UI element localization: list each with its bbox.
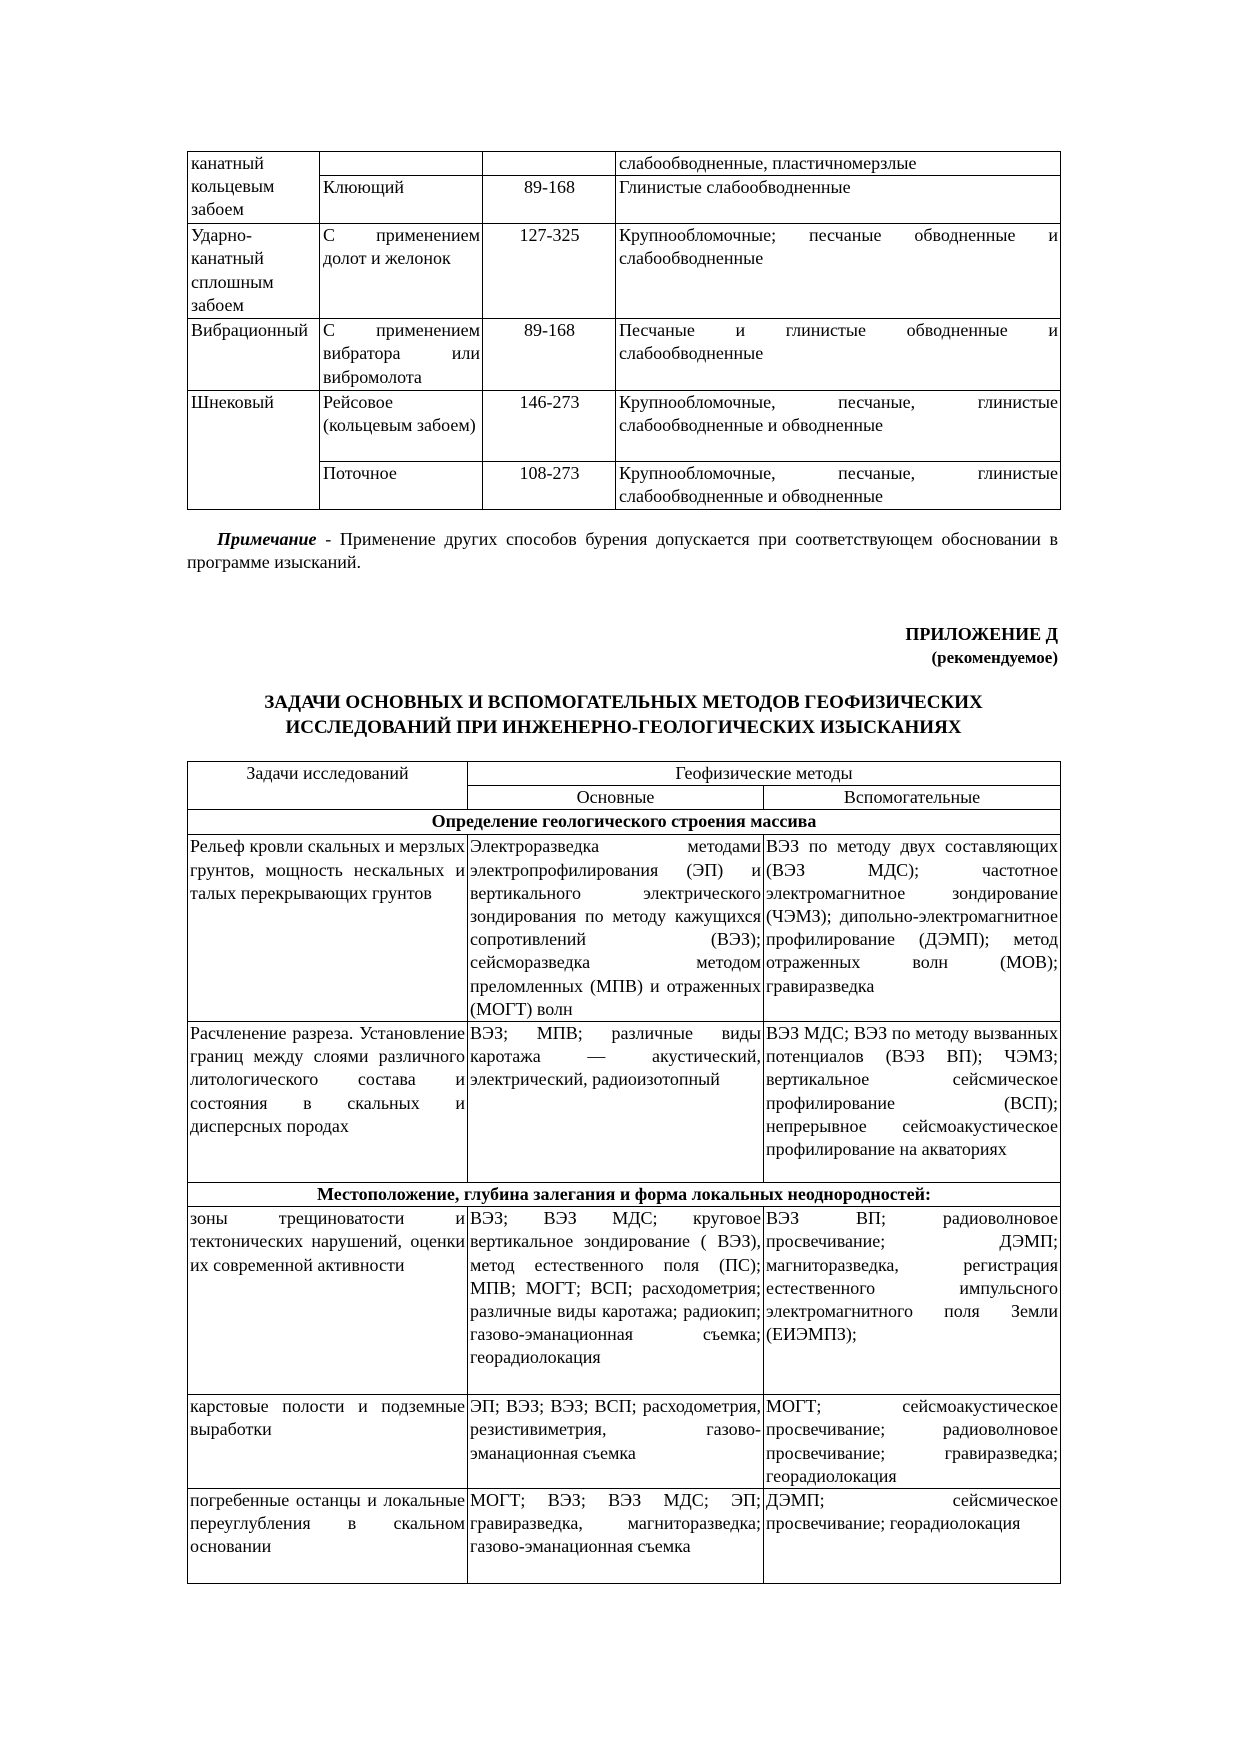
appendix-subtitle: (рекомендуемое) — [931, 648, 1058, 667]
soils-cell: Крупнообломочные; песчаные обводненные и слабообводненные — [616, 224, 1061, 319]
note-paragraph — [187, 528, 1058, 574]
main-method-cell: МОГТ; ВЭЗ; ВЭЗ МДС; ЭП; гравиразведка, магниторазведка; газово-эманационная съемка — [468, 1489, 764, 1584]
diameter-cell: 146-273 — [483, 391, 616, 462]
appendix-heading — [905, 622, 1058, 670]
variant-cell: С применением долот и желонок — [320, 224, 483, 319]
title-line-2: ИССЛЕДОВАНИЙ ПРИ ИНЖЕНЕРНО-ГЕОЛОГИЧЕСКИХ ИЗЫСКАНИЯХ — [285, 717, 962, 738]
method-cell: Ударно-канатный сплошным забоем — [188, 224, 320, 319]
task-cell: Рельеф кровли скальных и мерзлых грунтов, мощность нескальных и талых перекрывающих грунтов — [188, 835, 468, 1022]
variant-cell — [320, 152, 483, 176]
header-row — [188, 762, 1061, 786]
table-row — [188, 1395, 1061, 1489]
task-cell: Расчленение разреза. Установление границ между слоями различного литологического состава и состояния в скальных и дисперсных породах — [188, 1022, 468, 1183]
soils-cell: слабообводненные, пластичномерзлые — [616, 152, 1061, 176]
soils-cell: Песчаные и глинистые обводненные и слабообводненные — [616, 319, 1061, 391]
method-cell: канатный кольцевым забоем — [188, 152, 320, 224]
document-title — [187, 690, 1060, 740]
soils-cell: Крупнообломочные, песчаные, глинистые слабообводненные и обводненные — [616, 462, 1061, 509]
auxiliary-method-cell: МОГТ; сейсмоакустическое просвечивание; радиоволновое просвечивание; гравиразведка; георадиолокация — [764, 1395, 1061, 1489]
diameter-cell: 127-325 — [483, 224, 616, 319]
diameter-cell: 108-273 — [483, 462, 616, 509]
main-method-cell: ВЭЗ; МПВ; различные виды каротажа — акустический, электрический, радиоизотопный — [468, 1022, 764, 1183]
section-title: Определение геологического строения массива — [188, 810, 1061, 835]
main-method-cell: ВЭЗ; ВЭЗ МДС; круговое вертикальное зондирование ( ВЭЗ), метод естественного поля (ПС); МПВ; МОГТ; ВСП; расходометрия; различные виды каротажа; радиокип; газово-эманационная съемка; георадиолокация — [468, 1207, 764, 1395]
variant-cell: С применением вибратора или вибромолота — [320, 319, 483, 391]
section-row — [188, 1183, 1061, 1207]
diameter-cell — [483, 152, 616, 176]
diameter-cell: 89-168 — [483, 319, 616, 391]
main-method-cell: Электроразведка методами электропрофилирования (ЭП) и вертикального электрического зондирования по методу кажущихся сопротивлений (ВЭЗ); сейсморазведка методом преломленных (МПВ) и отраженных (МОГТ) волн — [468, 835, 764, 1022]
variant-cell: Рейсовое (кольцевым забоем) — [320, 391, 483, 462]
task-cell: зоны трещиноватости и тектонических нарушений, оценки их современной активности — [188, 1207, 468, 1395]
section-title: Местоположение, глубина залегания и форма локальных неоднородностей: — [188, 1183, 1061, 1207]
method-cell: Шнековый — [188, 391, 320, 509]
table-row — [188, 319, 1061, 391]
note-label: Примечание — [217, 529, 317, 549]
soils-cell: Крупнообломочные, песчаные, глинистые слабообводненные и обводненные — [616, 391, 1061, 462]
header-methods: Геофизические методы — [468, 762, 1061, 786]
variant-cell: Клюющий — [320, 176, 483, 224]
appendix-title: ПРИЛОЖЕНИЕ Д — [905, 624, 1058, 644]
table-row — [188, 835, 1061, 1022]
task-cell: погребенные останцы и локальные переуглубления в скальном основании — [188, 1489, 468, 1584]
table-row — [188, 1489, 1061, 1584]
main-method-cell: ЭП; ВЭЗ; ВЭЗ; ВСП; расходометрия, резистивиметрия, газово-эманационная съемка — [468, 1395, 764, 1489]
soils-cell: Глинистые слабообводненные — [616, 176, 1061, 224]
auxiliary-method-cell: ДЭМП; сейсмическое просвечивание; георадиолокация — [764, 1489, 1061, 1584]
table-row — [188, 1207, 1061, 1395]
header-auxiliary: Вспомогательные — [764, 786, 1061, 810]
title-line-1: ЗАДАЧИ ОСНОВНЫХ И ВСПОМОГАТЕЛЬНЫХ МЕТОДОВ ГЕОФИЗИЧЕСКИХ — [264, 692, 983, 713]
variant-cell: Поточное — [320, 462, 483, 509]
task-cell: карстовые полости и подземные выработки — [188, 1395, 468, 1489]
header-main: Основные — [468, 786, 764, 810]
table-row — [188, 1022, 1061, 1183]
diameter-cell: 89-168 — [483, 176, 616, 224]
note-text: - Применение других способов бурения допускается при соответствующем обосновании в программе изысканий. — [187, 529, 1058, 572]
auxiliary-method-cell: ВЭЗ по методу двух составляющих (ВЭЗ МДС); частотное электромагнитное зондирование (ЧЭМЗ); дипольно-электромагнитное профилирование (ДЭМП); метод отраженных волн (МОВ); гравиразведка — [764, 835, 1061, 1022]
table-row — [188, 391, 1061, 462]
geophysical-methods-table — [187, 761, 1061, 1584]
header-tasks: Задачи исследований — [188, 762, 468, 810]
table-row — [188, 224, 1061, 319]
auxiliary-method-cell: ВЭЗ МДС; ВЭЗ по методу вызванных потенциалов (ВЭЗ ВП); ЧЭМЗ; вертикальное сейсмическое профилирование (ВСП); непрерывное сейсмоакустическое профилирование на акваториях — [764, 1022, 1061, 1183]
table-row — [188, 152, 1061, 176]
drilling-methods-table — [187, 151, 1061, 510]
section-row — [188, 810, 1061, 835]
auxiliary-method-cell: ВЭЗ ВП; радиоволновое просвечивание; ДЭМП; магниторазведка, регистрация естественного импульсного электромагнитного поля Земли (ЕИЭМПЗ); — [764, 1207, 1061, 1395]
method-cell: Вибрационный — [188, 319, 320, 391]
